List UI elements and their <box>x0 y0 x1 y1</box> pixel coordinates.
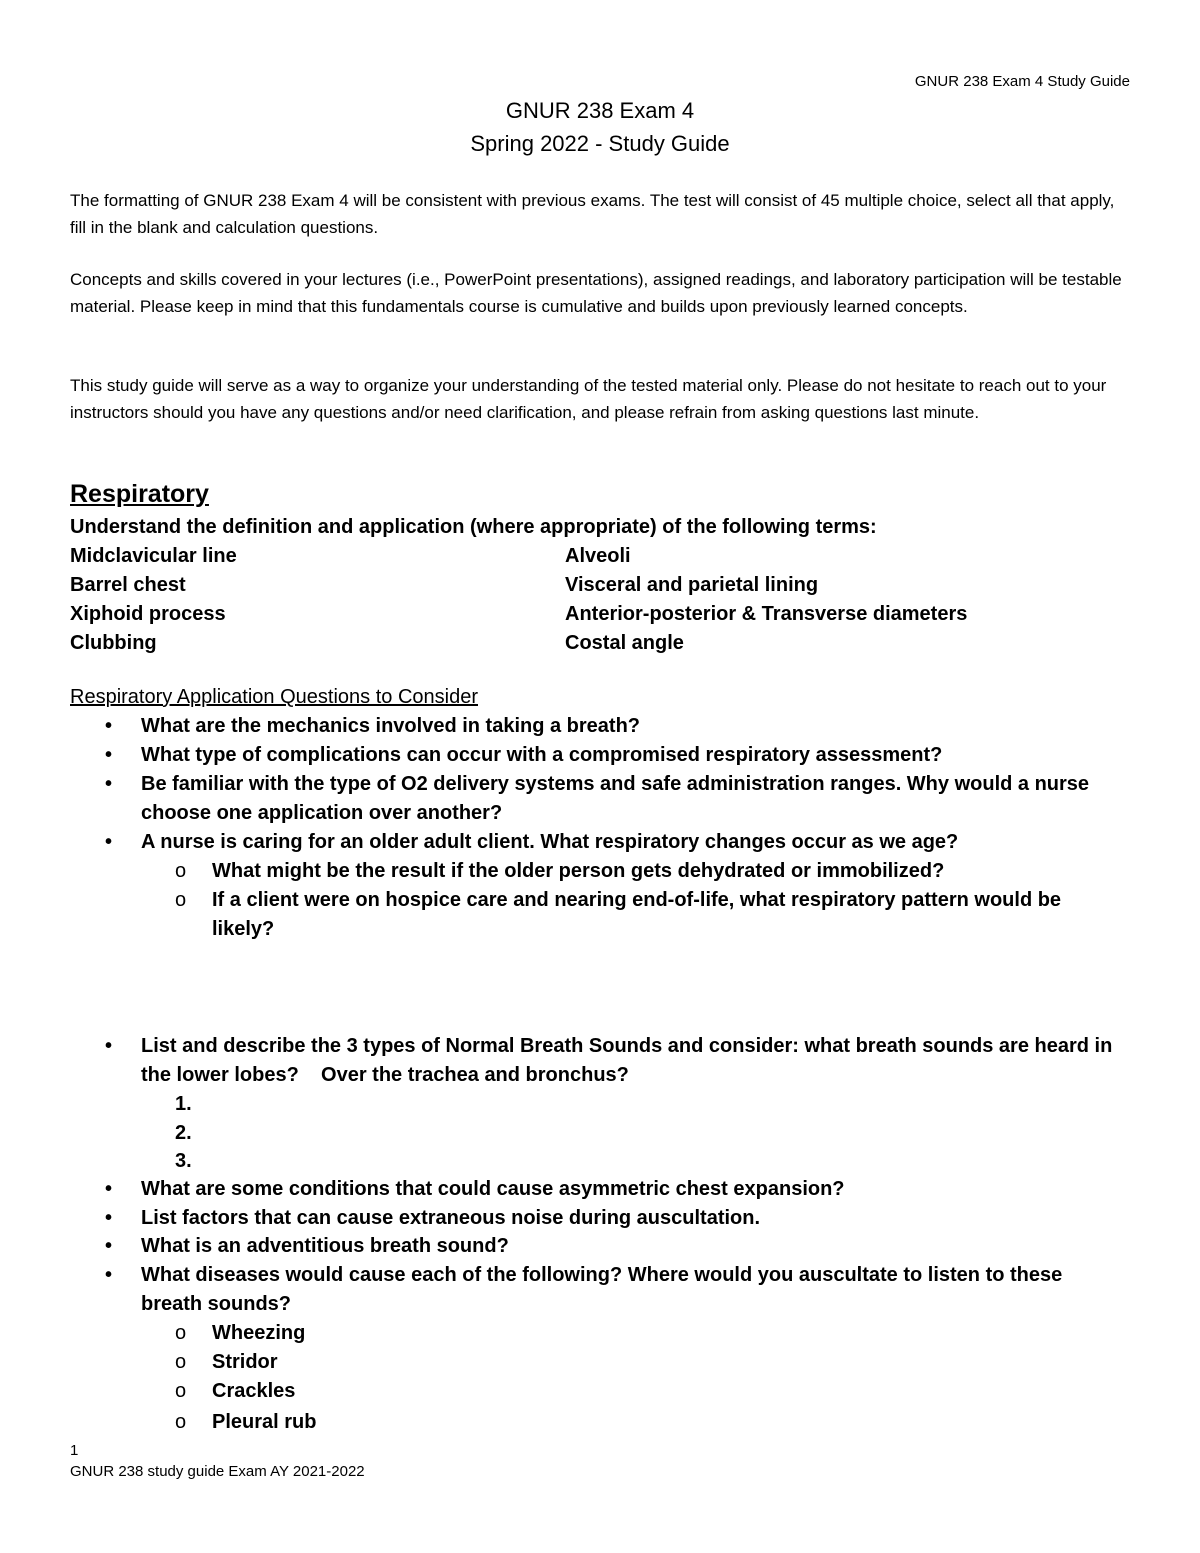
question-item: What is an adventitious breath sound? <box>141 1235 509 1257</box>
document-title: GNUR 238 Exam 4 <box>505 98 695 123</box>
bullet-marker: • <box>105 1178 113 1200</box>
sub-question-item: Pleural rub <box>212 1411 317 1433</box>
bullet-marker: • <box>105 744 113 766</box>
numbered-item: 1. <box>175 1093 192 1115</box>
sub-bullet-marker: o <box>175 860 187 882</box>
sub-question-item: Stridor <box>212 1351 278 1373</box>
bullet-marker: • <box>105 1035 113 1057</box>
terms-instruction: Understand the definition and application (where appropriate) of the following terms: <box>70 516 877 538</box>
term-right: Costal angle <box>565 632 684 654</box>
sub-bullet-marker: o <box>175 1351 187 1373</box>
question-item: List and describe the 3 types of Normal Breath Sounds and consider: what breath sounds are heard in <box>141 1035 1113 1057</box>
question-item: A nurse is caring for an older adult client. What respiratory changes occur as we age? <box>141 831 959 853</box>
term-left: Midclavicular line <box>70 545 237 567</box>
sub-question-item-continued: likely? <box>212 918 275 940</box>
bullet-marker: • <box>105 773 113 795</box>
term-right: Visceral and parietal lining <box>565 574 819 596</box>
intro-paragraph-2: Concepts and skills covered in your lectures (i.e., PowerPoint presentations), assigned readings, and laboratory participation will be testable material. Please keep in mind that this fundamentals course is cumulative and builds upon previously learned concepts. <box>70 270 1122 316</box>
term-right: Anterior-posterior & Transverse diameters <box>565 603 968 625</box>
sub-question-item: If a client were on hospice care and nearing end-of-life, what respiratory pattern would be <box>212 889 1062 911</box>
sub-bullet-marker: o <box>175 1380 187 1402</box>
footer-text: GNUR 238 study guide Exam AY 2021-2022 <box>70 1463 365 1480</box>
page-number: 1 <box>70 1442 79 1459</box>
term-left: Barrel chest <box>70 574 186 596</box>
question-item-continued: choose one application over another? <box>141 802 503 824</box>
sub-question-item: Wheezing <box>212 1322 306 1344</box>
bullet-marker: • <box>105 1235 113 1257</box>
question-item: What diseases would cause each of the following? Where would you auscultate to listen to these <box>141 1264 1063 1286</box>
numbered-item: 3. <box>175 1150 192 1172</box>
sub-question-item: What might be the result if the older person gets dehydrated or immobilized? <box>212 860 945 882</box>
intro-paragraph-3: This study guide will serve as a way to organize your understanding of the tested material only. Please do not hesitate to reach out to your instructors should you have any questions and/or need clarification, and please refrain from asking questions last minute. <box>70 376 1107 422</box>
term-left: Clubbing <box>70 632 157 654</box>
sub-question-item: Crackles <box>212 1380 296 1402</box>
question-item: What are the mechanics involved in taking a breath? <box>141 715 641 737</box>
sub-bullet-marker: o <box>175 1411 187 1433</box>
bullet-marker: • <box>105 1207 113 1229</box>
section-heading-respiratory: Respiratory <box>70 480 209 508</box>
numbered-item: 2. <box>175 1122 192 1144</box>
question-item: What type of complications can occur with a compromised respiratory assessment? <box>141 744 943 766</box>
bullet-marker: • <box>105 715 113 737</box>
bullet-marker: • <box>105 1264 113 1286</box>
question-item-continued: breath sounds? <box>141 1293 292 1315</box>
term-right: Alveoli <box>565 545 631 567</box>
term-left: Xiphoid process <box>70 603 226 625</box>
bullet-marker: • <box>105 831 113 853</box>
question-item-continued: the lower lobes? Over the trachea and bronchus? <box>141 1064 629 1086</box>
running-header: GNUR 238 Exam 4 Study Guide <box>914 73 1130 90</box>
application-questions-heading: Respiratory Application Questions to Consider <box>70 686 478 708</box>
document-subtitle: Spring 2022 - Study Guide <box>470 131 730 156</box>
question-item: What are some conditions that could cause asymmetric chest expansion? <box>141 1178 845 1200</box>
intro-paragraph-1: The formatting of GNUR 238 Exam 4 will be consistent with previous exams. The test will consist of 45 multiple choice, select all that apply, fill in the blank and calculation questions. <box>70 191 1115 237</box>
sub-bullet-marker: o <box>175 1322 187 1344</box>
question-item: List factors that can cause extraneous noise during auscultation. <box>141 1207 761 1229</box>
sub-bullet-marker: o <box>175 889 187 911</box>
question-item: Be familiar with the type of O2 delivery systems and safe administration ranges. Why would a nurse <box>141 773 1090 795</box>
